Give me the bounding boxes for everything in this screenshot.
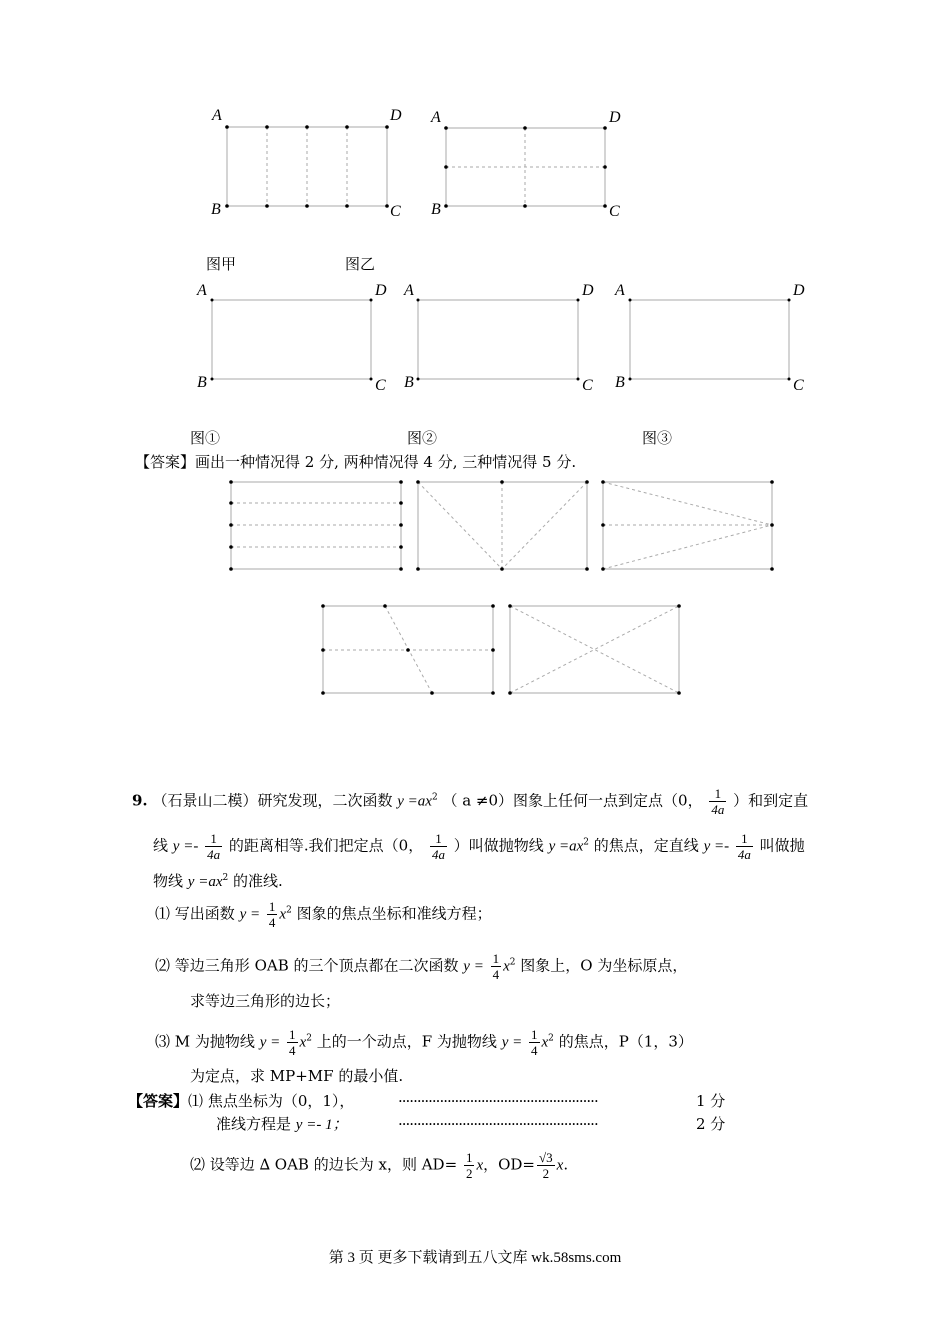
fraction: $\frac{1}{4a}$	[711, 786, 725, 817]
q9-part3: ⑶ M 为抛物线 y = $\frac{1}{4}$ $x^2$ 上的一个动点，F 为抛物线 y = $\frac{1}{4}$ $x^2$ 的焦点，P（1，3）	[155, 1027, 693, 1058]
label-d: D	[390, 107, 402, 124]
label-d: D	[793, 282, 805, 299]
label-a: A	[615, 282, 625, 299]
q9-line2: 线 y =- $\frac{1}{4a}$ 的距离相等.我们把定点（0， $\frac{1}{4a}$ ）叫做抛物线 $y =ax^2$ 的焦点，定直线 y =- $\frac{1}{4a}$ 叫做抛	[153, 831, 805, 862]
q9-part2-cont: 求等边三角形的边长；	[190, 992, 341, 1010]
fraction: $\frac{1}{4}$	[492, 951, 500, 982]
score-2: 2 分	[696, 1115, 726, 1133]
answer-8	[135, 452, 576, 472]
label-b: B	[431, 201, 441, 218]
label-b: B	[211, 201, 221, 218]
answer-fig-c	[603, 482, 772, 569]
score-1: 1 分	[696, 1092, 726, 1110]
answer-fig-a	[231, 482, 401, 569]
label-a: A	[404, 282, 414, 299]
score-leader: ·····················································	[398, 1115, 598, 1133]
figure-2	[418, 300, 578, 379]
fraction: $\frac{√3}{2}$	[539, 1150, 553, 1181]
q9-part3-cont: 为定点，求 MP+MF 的最小值.	[190, 1067, 404, 1085]
answer-tag: 【答案】	[135, 453, 196, 471]
caption-fig2: 图②	[407, 429, 438, 447]
caption-fig1: 图①	[190, 429, 221, 447]
fraction: $\frac{1}{4a}$	[737, 831, 751, 862]
fraction: $\frac{1}{4}$	[268, 899, 276, 930]
fraction: $\frac{1}{2}$	[465, 1150, 473, 1181]
caption-jia: 图甲	[206, 255, 237, 273]
answer-9-line1: 【答案】⑴ 焦点坐标为（0，1），	[128, 1092, 355, 1110]
label-d: D	[375, 282, 387, 299]
label-b: B	[615, 374, 625, 391]
caption-yi: 图乙	[345, 255, 376, 273]
answer-9-line2: 准线方程是 y =- 1；	[216, 1115, 348, 1133]
figure-3	[630, 300, 789, 379]
page-footer: 第 3 页 更多下载请到五八文库 wk.58sms.com	[328, 1250, 622, 1266]
label-a: A	[197, 282, 207, 299]
label-a: A	[212, 107, 222, 124]
figure-1	[212, 300, 371, 379]
label-c: C	[609, 203, 620, 220]
label-b: B	[404, 374, 414, 391]
label-d: D	[582, 282, 594, 299]
q9-line1: 9. （石景山二模）研究发现，二次函数 $y =ax^2$ （ a ≠0）图象上任何一点到定点（0， $\frac{1}{4a}$ ）和到定直	[132, 786, 809, 817]
score-leader: ·····················································	[398, 1092, 598, 1110]
answer-fig-b	[418, 482, 587, 569]
q9-line3: 物线 $y =ax^2$ 的准线.	[153, 872, 283, 890]
question-number: 9.	[132, 791, 148, 810]
answer-tag: 【答案】	[128, 1092, 189, 1110]
fraction: $\frac{1}{4a}$	[432, 831, 445, 862]
label-c: C	[375, 377, 386, 394]
answer-fig-e	[510, 606, 679, 693]
caption-fig3: 图③	[642, 429, 673, 447]
label-d: D	[609, 109, 621, 126]
label-b: B	[197, 374, 207, 391]
figure-jia	[227, 127, 387, 206]
answer-8-text: 画出一种情况得 2 分, 两种情况得 4 分, 三种情况得 5 分.	[195, 453, 577, 471]
q9-part2: ⑵ 等边三角形 OAB 的三个顶点都在二次函数 y = $\frac{1}{4}$ $x^2$ 图象上，O 为坐标原点，	[155, 951, 688, 982]
q9-part1: ⑴ 写出函数 y = $\frac{1}{4}$ $x^2$ 图象的焦点坐标和准线方程；	[155, 899, 492, 930]
label-c: C	[582, 377, 593, 394]
fraction: $\frac{1}{4a}$	[207, 831, 221, 862]
fraction: $\frac{1}{4}$	[531, 1027, 538, 1058]
fraction: $\frac{1}{4}$	[289, 1027, 296, 1058]
answer-9-line3: ⑵ 设等边 ∆ OAB 的边长为 x，则 AD= $\frac{1}{2}$ x，OD= $\frac{√3}{2}$ x.	[190, 1150, 569, 1181]
label-c: C	[390, 203, 401, 220]
label-a: A	[431, 109, 441, 126]
label-c: C	[793, 377, 804, 394]
figure-yi	[446, 128, 605, 206]
